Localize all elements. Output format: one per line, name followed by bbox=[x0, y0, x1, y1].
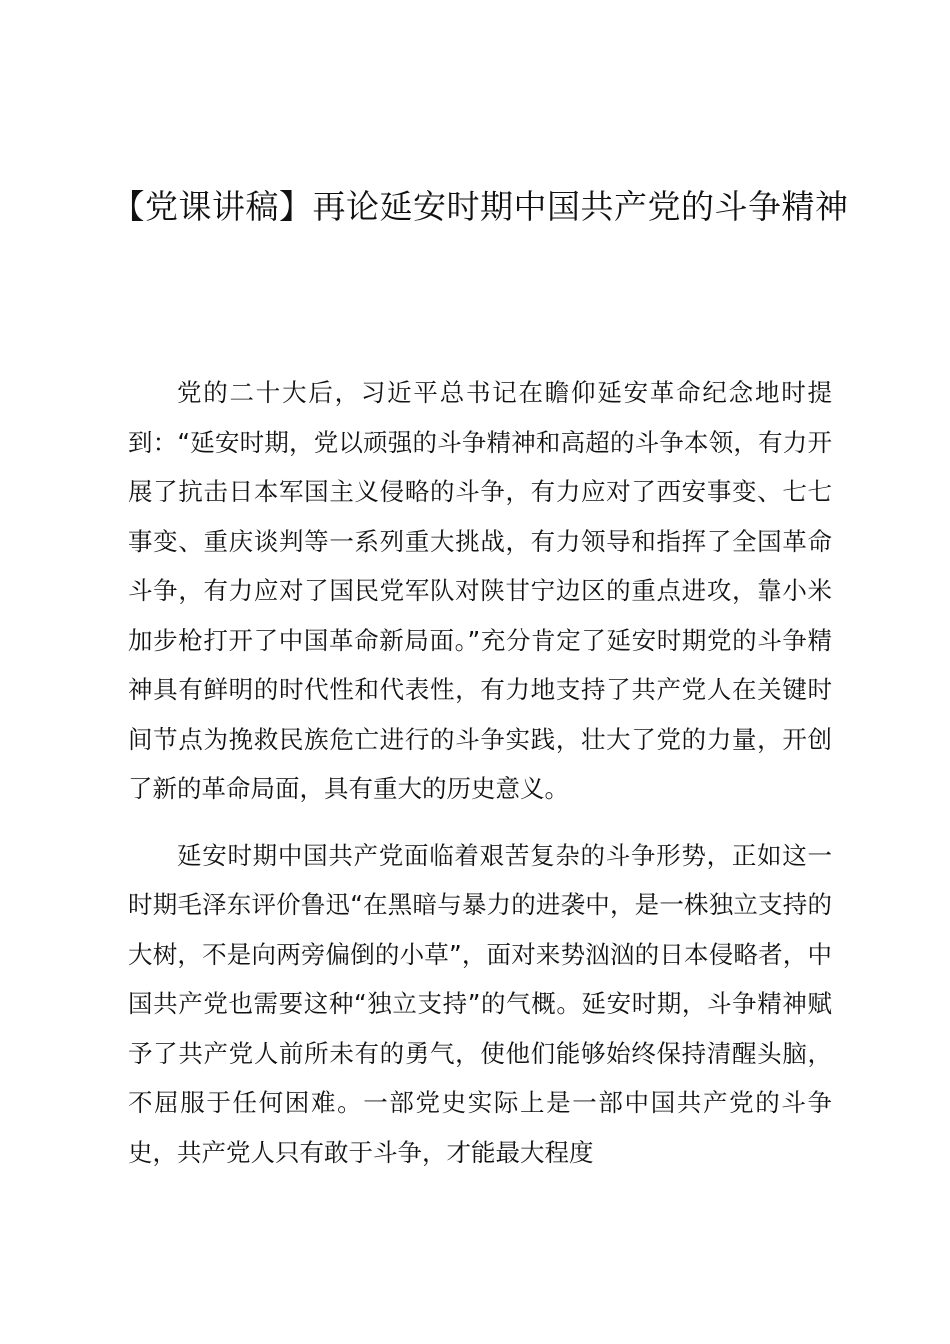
document-body bbox=[128, 368, 832, 1194]
body-paragraph-1: 党的二十大后，习近平总书记在瞻仰延安革命纪念地时提到：“延安时期，党以顽强的斗争精神和高超的斗争本领，有力开展了抗击日本军国主义侵略的斗争，有力应对了西安事变、七七事变、重庆谈判等一系列重大挑战，有力领导和指挥了全国革命斗争，有力应对了国民党军队对陕甘宁边区的重点进攻，靠小米加步枪打开了中国革命新局面。”充分肯定了延安时期党的斗争精神具有鲜明的时代性和代表性，有力地支持了共产党人在关键时间节点为挽救民族危亡进行的斗争实践，壮大了党的力量，开创了新的革命局面，具有重大的历史意义。 bbox=[128, 378, 832, 803]
body-paragraph-2: 延安时期中国共产党面临着艰苦复杂的斗争形势，正如这一时期毛泽东评价鲁迅“在黑暗与暴力的进袭中，是一株独立支持的大树，不是向两旁偏倒的小草”，面对来势汹汹的日本侵略者，中国共产党也需要这种“独立支持”的气概。延安时期，斗争精神赋予了共产党人前所未有的勇气，使他们能够始终保持清醒头脑，不屈服于任何困难。一部党史实际上是一部中国共产党的斗争史，共产党人只有敢于斗争，才能最大程度 bbox=[128, 840, 832, 1167]
document-title: 【党课讲稿】再论延安时期中国共产党的斗争精神 bbox=[111, 187, 849, 226]
